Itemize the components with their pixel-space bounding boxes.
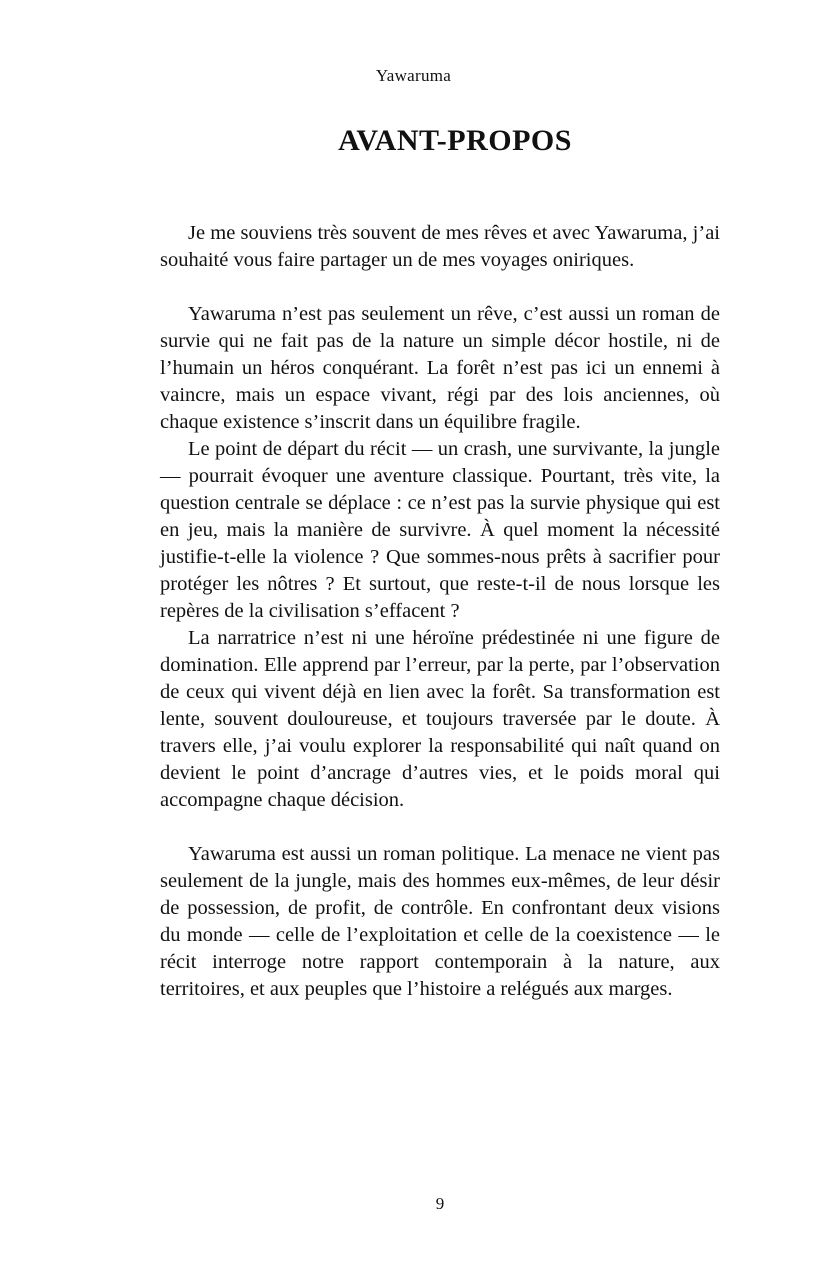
paragraph: Je me souviens très souvent de mes rêves et avec Yawaruma, j’ai souhaité vous faire partager un de mes voyages oniriques. bbox=[160, 222, 720, 271]
page-number: 9 bbox=[435, 1194, 445, 1213]
body-text bbox=[160, 220, 720, 1003]
chapter-title: AVANT-PROPOS bbox=[338, 124, 572, 157]
paragraph: La narratrice n’est ni une héroïne prédestinée ni une figure de domination. Elle apprend par l’erreur, par la perte, par l’observation de ceux qui vivent déjà en lien avec la forêt. Sa transformation est lente, souvent douloureuse, et toujours traversée par le doute. À travers elle, j’ai voulu explorer la responsabilité qui naît quand on devient le point d’ancrage d’autres vies, et le poids moral qui accompagne chaque décision. bbox=[160, 627, 720, 811]
paragraph: Yawaruma n’est pas seulement un rêve, c’est aussi un roman de survie qui ne fait pas de la nature un simple décor hostile, ni de l’humain un héros conquérant. La forêt n’est pas ici un ennemi à vaincre, mais un espace vivant, régi par des lois anciennes, où chaque existence s’inscrit dans un équilibre fragile. bbox=[160, 303, 720, 433]
paragraph: Yawaruma est aussi un roman politique. La menace ne vient pas seulement de la jungle, mais des hommes eux-mêmes, de leur désir de possession, de profit, de contrôle. En confrontant deux visions du monde — celle de l’exploitation et celle de la coexistence — le récit interroge notre rapport contemporain à la nature, aux territoires, et aux peuples que l’histoire a relégués aux marges. bbox=[160, 843, 720, 1000]
paragraph: Le point de départ du récit — un crash, une survivante, la jungle — pourrait évoquer une aventure classique. Pourtant, très vite, la question centrale se déplace : ce n’est pas la survie physique qui est en jeu, mais la manière de survivre. À quel moment la nécessité justifie-t-elle la violence ? Que sommes-nous prêts à sacrifier pour protéger les nôtres ? Et surtout, que reste-t-il de nous lorsque les repères de la civilisation s’effacent ? bbox=[160, 438, 720, 622]
running-header: Yawaruma bbox=[375, 66, 452, 85]
